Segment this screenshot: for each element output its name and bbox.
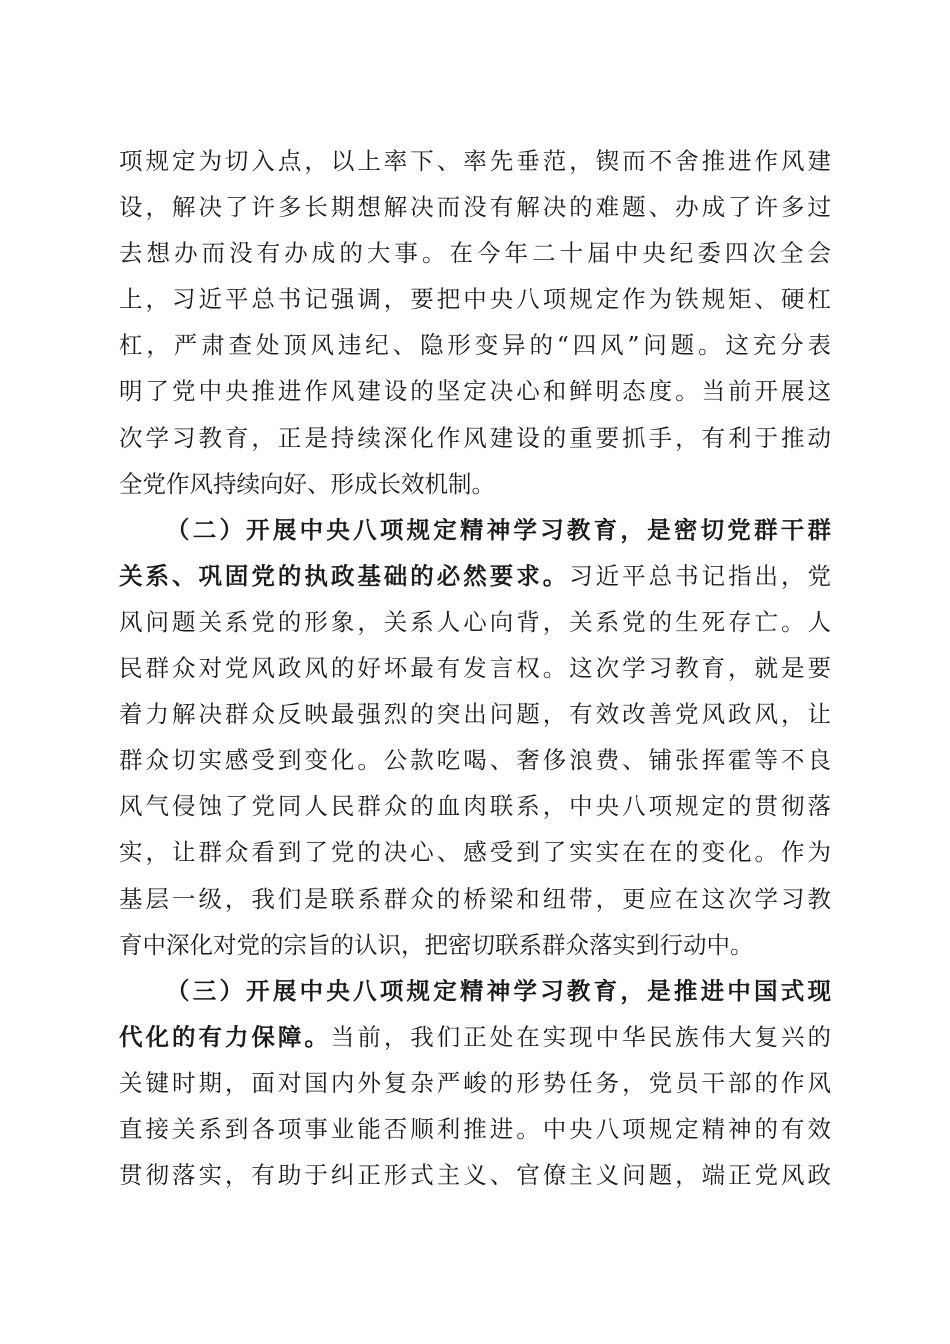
para2-line-10: 育中深化对党的宗旨的认识，把密切联系群众落实到行动中。 xyxy=(119,930,754,959)
para1-line-8: 全党作风持续向好、形成长效机制。 xyxy=(119,469,495,498)
para1-line-4: 上，习近平总书记强调，要把中央八项规定作为铁规矩、硬杠 xyxy=(119,285,831,314)
para3-line-3: 关键时期，面对国内外复杂严峻的形势任务，党员干部的作风 xyxy=(119,1068,831,1097)
para2-heading-line-2: 关系、巩固党的执政基础的必然要求。 xyxy=(119,561,570,590)
para2-heading-line-1: （二）开展中央八项规定精神学习教育，是密切党群干群 xyxy=(166,515,831,544)
document-body xyxy=(119,138,831,1198)
para3-heading-line-2: 代化的有力保障。 xyxy=(119,1022,331,1051)
para2-line-3: 风问题关系党的形象，关系人心向背，关系党的生死存亡。人 xyxy=(119,607,831,636)
para1-line-6: 明了党中央推进作风建设的坚定决心和鲜明态度。当前开展这 xyxy=(119,377,831,406)
para2-line-9: 基层一级，我们是联系群众的桥梁和纽带，更应在这次学习教 xyxy=(119,884,831,913)
para2-line-4: 民群众对党风政风的好坏最有发言权。这次学习教育，就是要 xyxy=(119,654,831,683)
para3-line-4: 直接关系到各项事业能否顺利推进。中央八项规定精神的有效 xyxy=(119,1114,831,1143)
para3-line-2-rest: 当前，我们正处在实现中华民族伟大复兴的 xyxy=(330,1022,832,1051)
para1-line-3: 去想办而没有办成的大事。在今年二十届中央纪委四次全会 xyxy=(119,239,831,268)
para3-heading-line-1: （三）开展中央八项规定精神学习教育，是推进中国式现 xyxy=(166,976,831,1005)
para1-line-7: 次学习教育，正是持续深化作风建设的重要抓手，有利于推动 xyxy=(119,423,831,452)
para1-line-2: 设，解决了许多长期想解决而没有解决的难题、办成了许多过 xyxy=(119,193,831,222)
para2-line-6: 群众切实感受到变化。公款吃喝、奢侈浪费、铺张挥霍等不良 xyxy=(119,746,831,775)
para3-line-5: 贯彻落实，有助于纠正形式主义、官僚主义问题，端正党风政 xyxy=(119,1161,831,1190)
para2-line-2-rest: 习近平总书记指出，党 xyxy=(569,561,832,590)
para2-line-7: 风气侵蚀了党同人民群众的血肉联系，中央八项规定的贯彻落 xyxy=(119,792,831,821)
para1-line-5: 杠，严肃查处顶风违纪、隐形变异的“四风”问题。这充分表 xyxy=(119,331,831,360)
para3-line-2 xyxy=(119,1014,831,1060)
para2-line-8: 实，让群众看到了党的决心、感受到了实实在在的变化。作为 xyxy=(119,838,831,867)
para1-line-1: 项规定为切入点，以上率下、率先垂范，锲而不舍推进作风建 xyxy=(119,147,831,175)
para2-line-5: 着力解决群众反映最强烈的突出问题，有效改善党风政风，让 xyxy=(119,700,831,729)
para2-line-2 xyxy=(119,553,831,599)
